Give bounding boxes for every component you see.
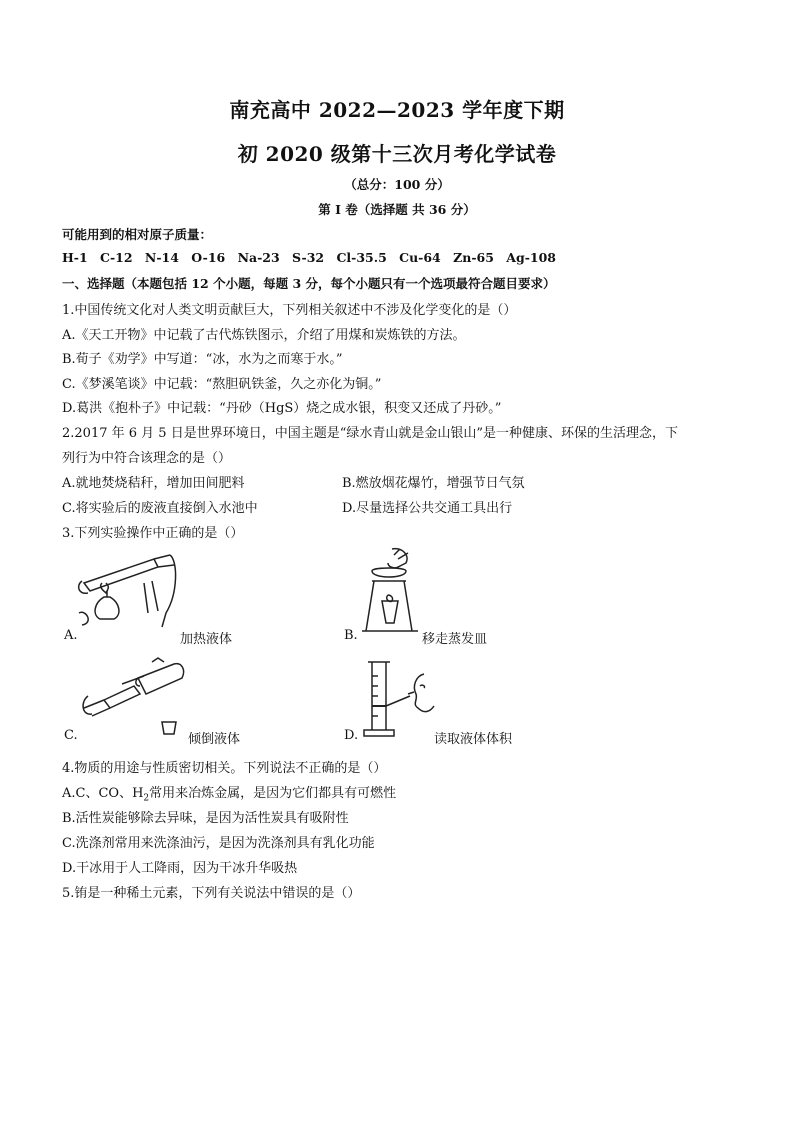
q2-option-b: B.燃放烟花爆竹，增强节日气氛 bbox=[342, 476, 525, 491]
q1-option-c: C.《梦溪笔谈》中记载：“熬胆矾铁釜，久之亦化为铜。” bbox=[62, 377, 382, 392]
q3-option-c-text: 倾倒液体 bbox=[188, 732, 241, 747]
q2-option-a: A.就地焚烧秸秆，增加田间肥料 bbox=[62, 476, 245, 491]
q2-stem-line1: 2.2017 年 6 月 5 日是世界环境日，中国主题是“绿水青山就是金山银山”是一种健康、环保的生活理念，下 bbox=[62, 426, 678, 441]
q3-option-d-letter: D. bbox=[344, 728, 359, 743]
exam-title-line1: 南充高中 2022—2023 学年度下期 bbox=[229, 98, 565, 122]
graduated-cylinder-illustration bbox=[358, 656, 440, 740]
q3-option-a-text: 加热液体 bbox=[180, 632, 233, 647]
q4-option-b: B.活性炭能够除去异味，是因为活性炭具有吸附性 bbox=[62, 811, 349, 826]
q3-option-c-letter: C. bbox=[64, 728, 78, 743]
q4-stem: 4.物质的用途与性质密切相关。下列说法不正确的是（） bbox=[62, 761, 387, 776]
q4-option-a-pre: A.C、CO、H bbox=[62, 786, 144, 801]
q3-option-b-text: 移走蒸发皿 bbox=[422, 632, 488, 647]
atomic-mass-label: 可能用到的相对原子质量： bbox=[62, 227, 213, 242]
section-heading: 一、选择题（本题包括 12 个小题，每题 3 分，每个小题只有一个选项最符合题目要求） bbox=[62, 276, 556, 291]
total-score: （总分：100 分） bbox=[344, 177, 450, 192]
q4-option-c: C.洗涤剂常用来洗涤油污，是因为洗涤剂具有乳化功能 bbox=[62, 836, 375, 851]
heating-liquid-illustration bbox=[74, 553, 182, 631]
volume-heading: 第 I 卷（选择题 共 36 分） bbox=[318, 202, 476, 217]
exam-title-line2: 初 2020 级第十三次月考化学试卷 bbox=[237, 142, 557, 166]
evaporating-dish-illustration bbox=[358, 545, 420, 637]
q3-option-a-letter: A. bbox=[64, 628, 78, 643]
q2-option-c: C.将实验后的废液直接倒入水池中 bbox=[62, 501, 258, 516]
q1-option-b: B.荀子《劝学》中写道：“冰，水为之而寒于水。” bbox=[62, 352, 343, 367]
q1-option-d: D.葛洪《抱朴子》中记载：“丹砂（HgS）烧之成水银，积变又还成了丹砂。” bbox=[62, 401, 502, 416]
q4-option-d: D.干冰用于人工降雨，因为干冰升华吸热 bbox=[62, 861, 298, 876]
q3-option-b-letter: B. bbox=[344, 628, 358, 643]
q4-option-a-sub: 2 bbox=[143, 793, 150, 804]
q2-stem-line2: 列行为中符合该理念的是（） bbox=[62, 451, 232, 466]
q5-stem: 5.铕是一种稀土元素，下列有关说法中错误的是（） bbox=[62, 886, 361, 901]
pouring-liquid-illustration bbox=[78, 656, 188, 738]
q1-option-a: A.《天工开物》中记载了古代炼铁图示，介绍了用煤和炭炼铁的方法。 bbox=[62, 328, 466, 343]
q2-option-d: D.尽量选择公共交通工具出行 bbox=[342, 501, 513, 516]
q1-stem: 1.中国传统文化对人类文明贡献巨大，下列相关叙述中不涉及化学变化的是（） bbox=[62, 303, 517, 318]
atomic-mass-values: H-1 C-12 N-14 O-16 Na-23 S-32 Cl-35.5 Cu-64 Zn-65 Ag-108 bbox=[62, 250, 556, 265]
q3-stem: 3.下列实验操作中正确的是（） bbox=[62, 526, 244, 541]
q4-option-a bbox=[62, 782, 396, 804]
q4-option-a-post: 常用来冶炼金属，是因为它们都具有可燃性 bbox=[149, 786, 397, 801]
q3-option-d-text: 读取液体体积 bbox=[434, 732, 513, 747]
